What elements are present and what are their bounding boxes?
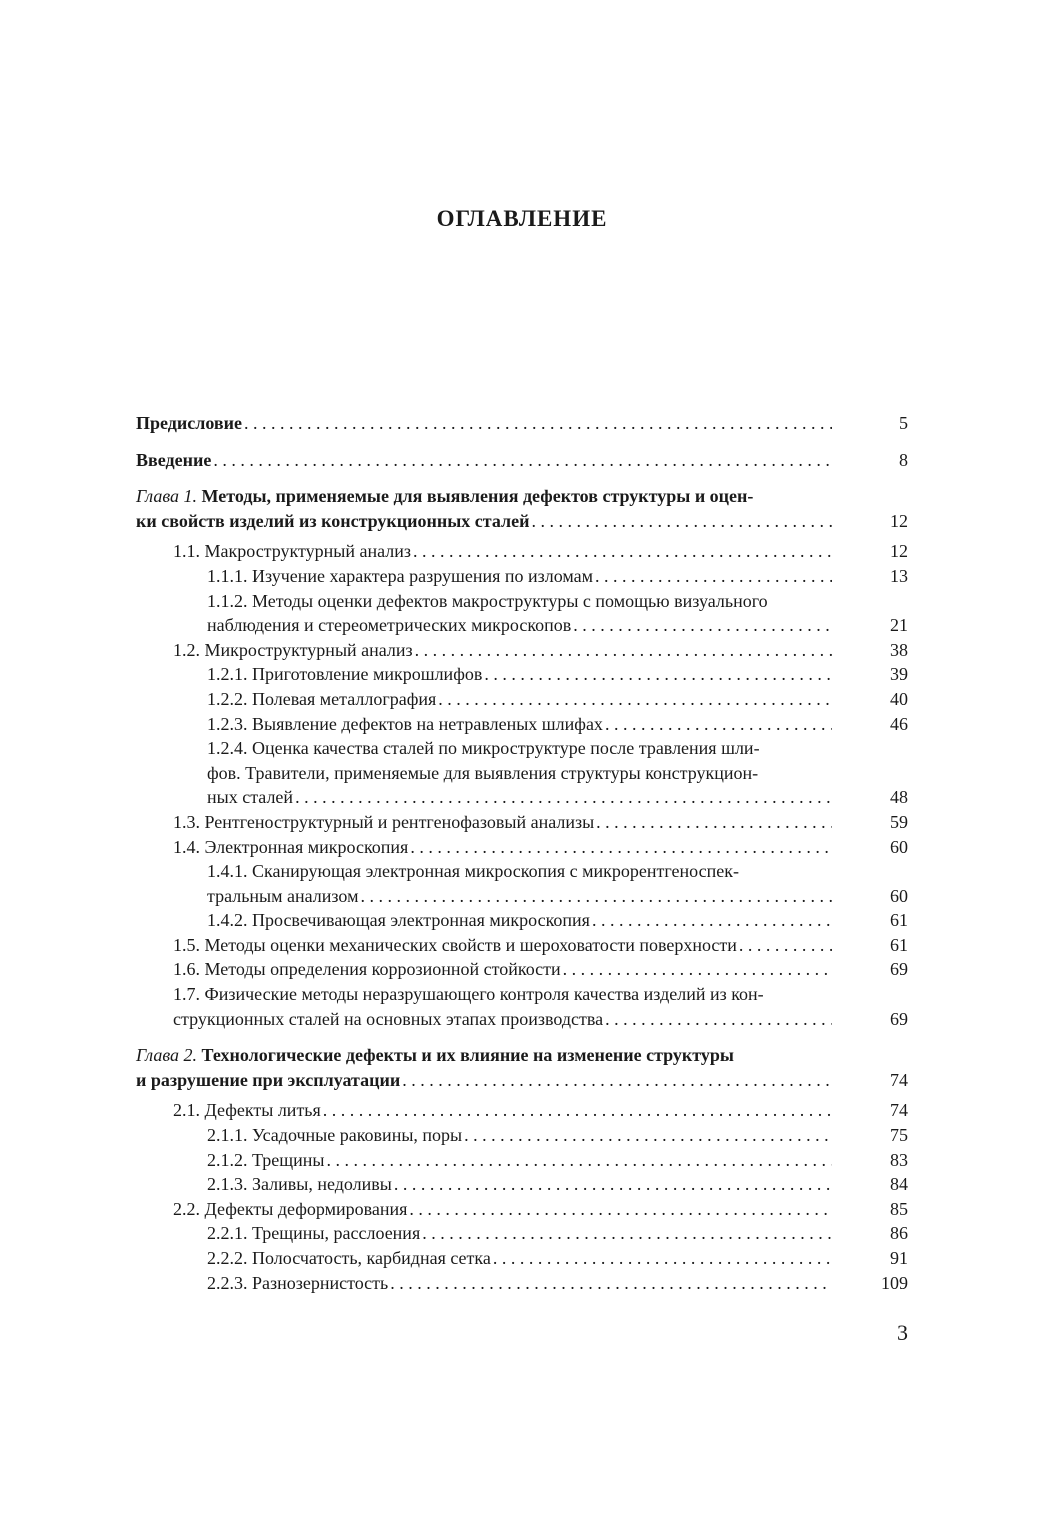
- toc-label: 1.2. Микроструктурный анализ: [173, 639, 413, 660]
- toc-entry-1-2[interactable]: [136, 638, 908, 663]
- toc-page: 69: [890, 959, 908, 980]
- toc-entry-1-1[interactable]: [136, 539, 908, 564]
- toc-label: 1.2.2. Полевая металлография: [207, 688, 437, 709]
- dot-leader: [596, 810, 832, 835]
- dot-leader: [739, 933, 832, 958]
- toc-entry-2-1[interactable]: [136, 1098, 908, 1123]
- toc-label: 2.2.3. Разнозернистость: [207, 1272, 389, 1293]
- toc-label-line-2: струкционных сталей на основных этапах производства: [173, 1008, 604, 1029]
- page-title: ОГЛАВЛЕНИЕ: [436, 206, 608, 231]
- toc-label: 2.2. Дефекты деформирования: [173, 1198, 408, 1219]
- toc-entry-intro[interactable]: [136, 448, 908, 473]
- chapter-prefix: Глава 1.: [136, 486, 198, 507]
- toc-label-line-1: 1.4.1. Сканирующая электронная микроскопия с микрорентгеноспек-: [207, 861, 739, 882]
- toc-page: 84: [890, 1174, 908, 1195]
- dot-leader: [295, 785, 832, 810]
- dot-leader: [413, 539, 832, 564]
- toc-entry-1-4-2[interactable]: [136, 908, 908, 933]
- toc-entry-1-3[interactable]: [136, 810, 908, 835]
- dot-leader: [573, 613, 832, 638]
- toc-entry-2-2-1[interactable]: [136, 1221, 908, 1246]
- dot-leader: [484, 662, 832, 687]
- toc-page: 40: [890, 688, 908, 709]
- table-of-contents: [136, 411, 908, 1295]
- toc-page: 83: [890, 1149, 908, 1170]
- toc-label: Предисловие: [136, 413, 242, 433]
- toc-entry-1-1-2[interactable]: [136, 589, 908, 638]
- toc-entry-1-2-3[interactable]: [136, 712, 908, 737]
- toc-page: 39: [890, 664, 908, 685]
- toc-label-line-1: 1.2.4. Оценка качества сталей по микроструктуре после травления шли-: [207, 738, 760, 759]
- dot-leader: [327, 1148, 832, 1173]
- page-number: 3: [897, 1320, 908, 1345]
- toc-entry-preface[interactable]: [136, 411, 908, 436]
- toc-label: 1.3. Рентгеноструктурный и рентгенофазовый анализы: [173, 811, 595, 832]
- toc-entry-1-2-2[interactable]: [136, 687, 908, 712]
- toc-entry-1-4-1[interactable]: [136, 859, 908, 908]
- chapter-title-line-2: и разрушение при эксплуатации: [136, 1069, 401, 1090]
- chapter-prefix: Глава 2.: [136, 1045, 198, 1066]
- toc-page: 61: [890, 910, 908, 931]
- dot-leader: [605, 712, 832, 737]
- dot-leader: [592, 908, 832, 933]
- dot-leader: [595, 564, 832, 589]
- dot-leader: [410, 835, 832, 860]
- toc-page: 74: [890, 1100, 908, 1121]
- dot-leader: [409, 1197, 832, 1222]
- toc-label-line-2: тральным анализом: [207, 885, 359, 906]
- dot-leader: [464, 1123, 832, 1148]
- toc-entry-2-1-2[interactable]: [136, 1148, 908, 1173]
- dot-leader: [531, 509, 832, 534]
- toc-label: 2.1.2. Трещины: [207, 1149, 325, 1170]
- toc-label: Введение: [136, 449, 212, 470]
- toc-entry-chapter-2[interactable]: [136, 1043, 908, 1092]
- toc-page: 69: [890, 1008, 908, 1029]
- toc-label-line-2: фов. Травители, применяемые для выявления структуры конструкцион-: [207, 762, 759, 783]
- toc-entry-2-2[interactable]: [136, 1197, 908, 1222]
- toc-label: 2.1.3. Заливы, недоливы: [207, 1174, 392, 1195]
- toc-label: 2.1.1. Усадочные раковины, поры: [207, 1125, 463, 1146]
- toc-label: 2.2.2. Полосчатость, карбидная сетка: [207, 1248, 491, 1268]
- toc-entry-2-1-1[interactable]: [136, 1123, 908, 1148]
- toc-label: 1.1.1. Изучение характера разрушения по изломам: [207, 565, 594, 586]
- toc-entry-1-1-1[interactable]: [136, 564, 908, 589]
- toc-label-line-2: наблюдения и стереометрических микроскопов: [207, 615, 572, 636]
- toc-label: 2.1. Дефекты литья: [173, 1100, 321, 1121]
- toc-label: 1.4.2. Просвечивающая электронная микроскопия: [207, 910, 590, 931]
- dot-leader: [415, 638, 832, 663]
- dot-leader: [438, 687, 832, 712]
- toc-entry-2-1-3[interactable]: [136, 1172, 908, 1197]
- toc-entry-2-2-2[interactable]: [136, 1246, 908, 1271]
- toc-page: 12: [890, 510, 908, 531]
- dot-leader: [563, 957, 832, 982]
- dot-leader: [402, 1068, 832, 1093]
- chapter-title-line-2: ки свойств изделий из конструкционных сталей: [136, 510, 530, 531]
- toc-page: 12: [890, 541, 908, 562]
- toc-label: 2.2.1. Трещины, расслоения: [207, 1223, 421, 1244]
- toc-page: 60: [890, 836, 908, 857]
- toc-label: 1.6. Методы определения коррозионной стойкости: [173, 959, 561, 980]
- toc-entry-1-4[interactable]: [136, 835, 908, 860]
- toc-page: 8: [899, 449, 908, 470]
- dot-leader: [394, 1172, 832, 1197]
- chapter-title-line-1: Методы, применяемые для выявления дефектов структуры и оцен-: [201, 486, 754, 507]
- toc-page: 13: [890, 565, 908, 586]
- dot-leader: [244, 411, 832, 436]
- toc-page: 75: [890, 1125, 908, 1146]
- dot-leader: [360, 884, 832, 909]
- toc-page: 74: [890, 1069, 908, 1090]
- toc-label: 1.4. Электронная микроскопия: [173, 836, 409, 857]
- toc-entry-2-2-3[interactable]: [136, 1271, 908, 1296]
- dot-leader: [323, 1098, 832, 1123]
- chapter-title-line-1: Технологические дефекты и их влияние на изменение структуры: [201, 1045, 734, 1066]
- toc-page: 60: [890, 885, 908, 906]
- toc-label: 1.5. Методы оценки механических свойств и шероховатости поверхности: [173, 934, 737, 955]
- dot-leader: [605, 1007, 832, 1032]
- dot-leader: [213, 448, 832, 473]
- toc-entry-chapter-1[interactable]: [136, 484, 908, 533]
- toc-entry-1-7[interactable]: [136, 982, 908, 1031]
- toc-entry-1-6[interactable]: [136, 957, 908, 982]
- toc-page: 59: [890, 811, 908, 832]
- toc-label: 1.2.1. Приготовление микрошлифов: [207, 664, 483, 685]
- toc-label-line-1: 1.1.2. Методы оценки дефектов макроструктуры с помощью визуального: [207, 590, 768, 611]
- toc-label: 1.2.3. Выявление дефектов на нетравленых шлифах: [207, 713, 603, 734]
- toc-page: 109: [881, 1272, 908, 1293]
- toc-page: 91: [890, 1248, 908, 1268]
- dot-leader: [493, 1246, 832, 1271]
- dot-leader: [390, 1271, 832, 1296]
- dot-leader: [422, 1221, 832, 1246]
- toc-label-line-1: 1.7. Физические методы неразрушающего контроля качества изделий из кон-: [173, 984, 764, 1005]
- toc-entry-1-5[interactable]: [136, 933, 908, 958]
- toc-page: 38: [890, 639, 908, 660]
- toc-page: 85: [890, 1198, 908, 1219]
- toc-page: 5: [899, 413, 908, 433]
- toc-page: 46: [890, 713, 908, 734]
- toc-entry-1-2-4[interactable]: [136, 736, 908, 810]
- toc-label: 1.1. Макроструктурный анализ: [173, 541, 412, 562]
- toc-page: 86: [890, 1223, 908, 1244]
- toc-page: 48: [890, 787, 908, 808]
- toc-page: 21: [890, 615, 908, 636]
- toc-entry-1-2-1[interactable]: [136, 662, 908, 687]
- toc-page: 61: [890, 934, 908, 955]
- toc-label-line-3: ных сталей: [207, 787, 294, 808]
